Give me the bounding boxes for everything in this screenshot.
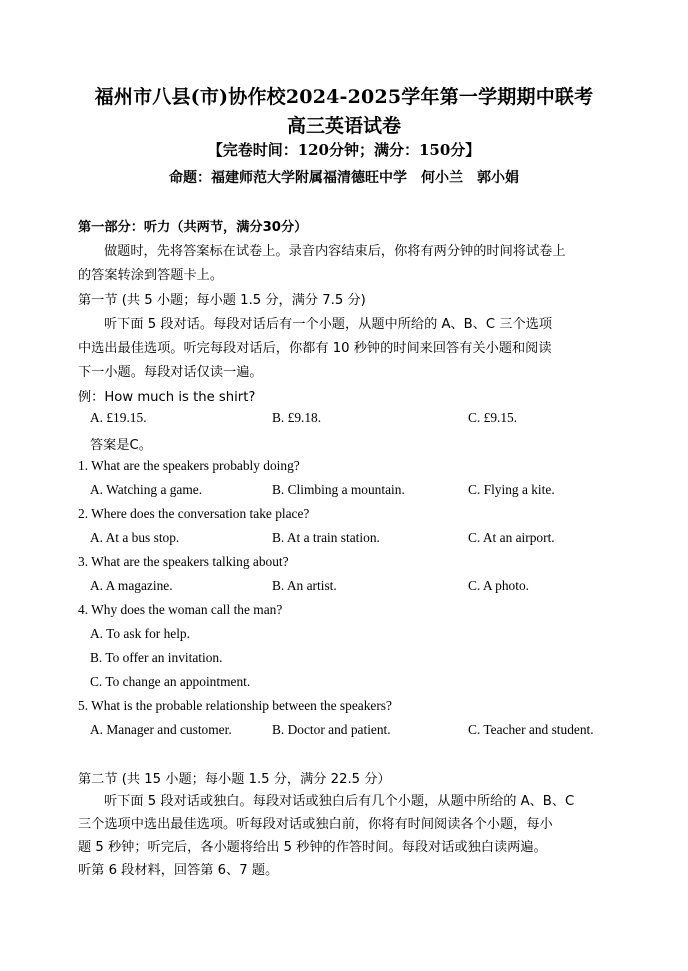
question-1: 1. What are the speakers probably doing? (78, 458, 300, 473)
author-line: 命题：福建师范大学附属福清德旺中学 何小兰 郭小娟 (169, 170, 519, 186)
question-2: 2. Where does the conversation take place? (78, 506, 310, 521)
example-question: 例：How much is the shirt? (78, 390, 256, 405)
part1-heading: 第一部分：听力（共两节，满分30分） (78, 220, 308, 235)
q4-option-b: B. To offer an invitation. (90, 650, 223, 665)
section1-instruction-line3: 下一小题。每段对话仅读一遍。 (78, 365, 263, 380)
section2-heading: 第二节 (共 15 小题；每小题 1.5 分，满分 22.5 分） (78, 772, 391, 787)
q5-option-c: C. Teacher and student. (468, 722, 594, 737)
q1-option-a: A. Watching a game. (90, 482, 203, 497)
section1-instruction-line2: 中选出最佳选项。听完每段对话后，你都有 10 秒钟的时间来回答有关小题和阅读 (78, 341, 552, 356)
example-option-a: A. £19.15. (90, 410, 147, 425)
q3-option-c: C. A photo. (468, 578, 530, 593)
q1-option-b: B. Climbing a mountain. (272, 482, 405, 497)
section2-instruction-line2: 三个选项中选出最佳选项。听每段对话或独白前，你将有时间阅读各个小题，每小 (78, 817, 553, 832)
example-option-c: C. £9.15. (468, 410, 518, 425)
exam-title: 福州市八县(市)协作校2024-2025学年第一学期期中联考 (94, 86, 594, 108)
q3-option-b: B. An artist. (272, 578, 337, 593)
part1-instruction-line1: 做题时，先将答案标在试卷上。录音内容结束后，你将有两分钟的时间将试卷上 (104, 244, 566, 259)
question-5: 5. What is the probable relationship between the speakers? (78, 698, 392, 713)
q4-option-c: C. To change an appointment. (90, 674, 251, 689)
example-answer: 答案是C。 (90, 438, 152, 453)
time-score-note: 【完卷时间：120分钟；满分：150分】 (207, 141, 481, 159)
section2-instruction-line1: 听下面 5 段对话或独白。每段对话或独白后有几个小题，从题中所给的 A、B、C (104, 794, 575, 809)
example-option-b: B. £9.18. (272, 410, 322, 425)
q2-option-a: A. At a bus stop. (90, 530, 180, 545)
q2-option-c: C. At an airport. (468, 530, 555, 545)
exam-subtitle: 高三英语试卷 (286, 115, 401, 137)
q5-option-b: B. Doctor and patient. (272, 722, 391, 737)
section1-heading: 第一节 (共 5 小题；每小题 1.5 分，满分 7.5 分) (78, 293, 366, 308)
q4-option-a: A. To ask for help. (90, 626, 190, 641)
q2-option-b: B. At a train station. (272, 530, 380, 545)
part1-instruction-line2: 的答案转涂到答题卡上。 (78, 268, 224, 283)
q3-option-a: A. A magazine. (90, 578, 173, 593)
q1-option-c: C. Flying a kite. (468, 482, 555, 497)
section1-instruction-line1: 听下面 5 段对话。每段对话后有一个小题，从题中所给的 A、B、C 三个选项 (104, 317, 553, 332)
q5-option-a: A. Manager and customer. (90, 722, 232, 737)
section2-instruction-line4: 听第 6 段材料，回答第 6、7 题。 (78, 863, 279, 878)
question-4: 4. Why does the woman call the man? (78, 602, 283, 617)
question-3: 3. What are the speakers talking about? (78, 554, 289, 569)
section2-instruction-line3: 题 5 秒钟；听完后，各小题将给出 5 秒钟的作答时间。每段对话或独白读两遍。 (78, 840, 547, 855)
